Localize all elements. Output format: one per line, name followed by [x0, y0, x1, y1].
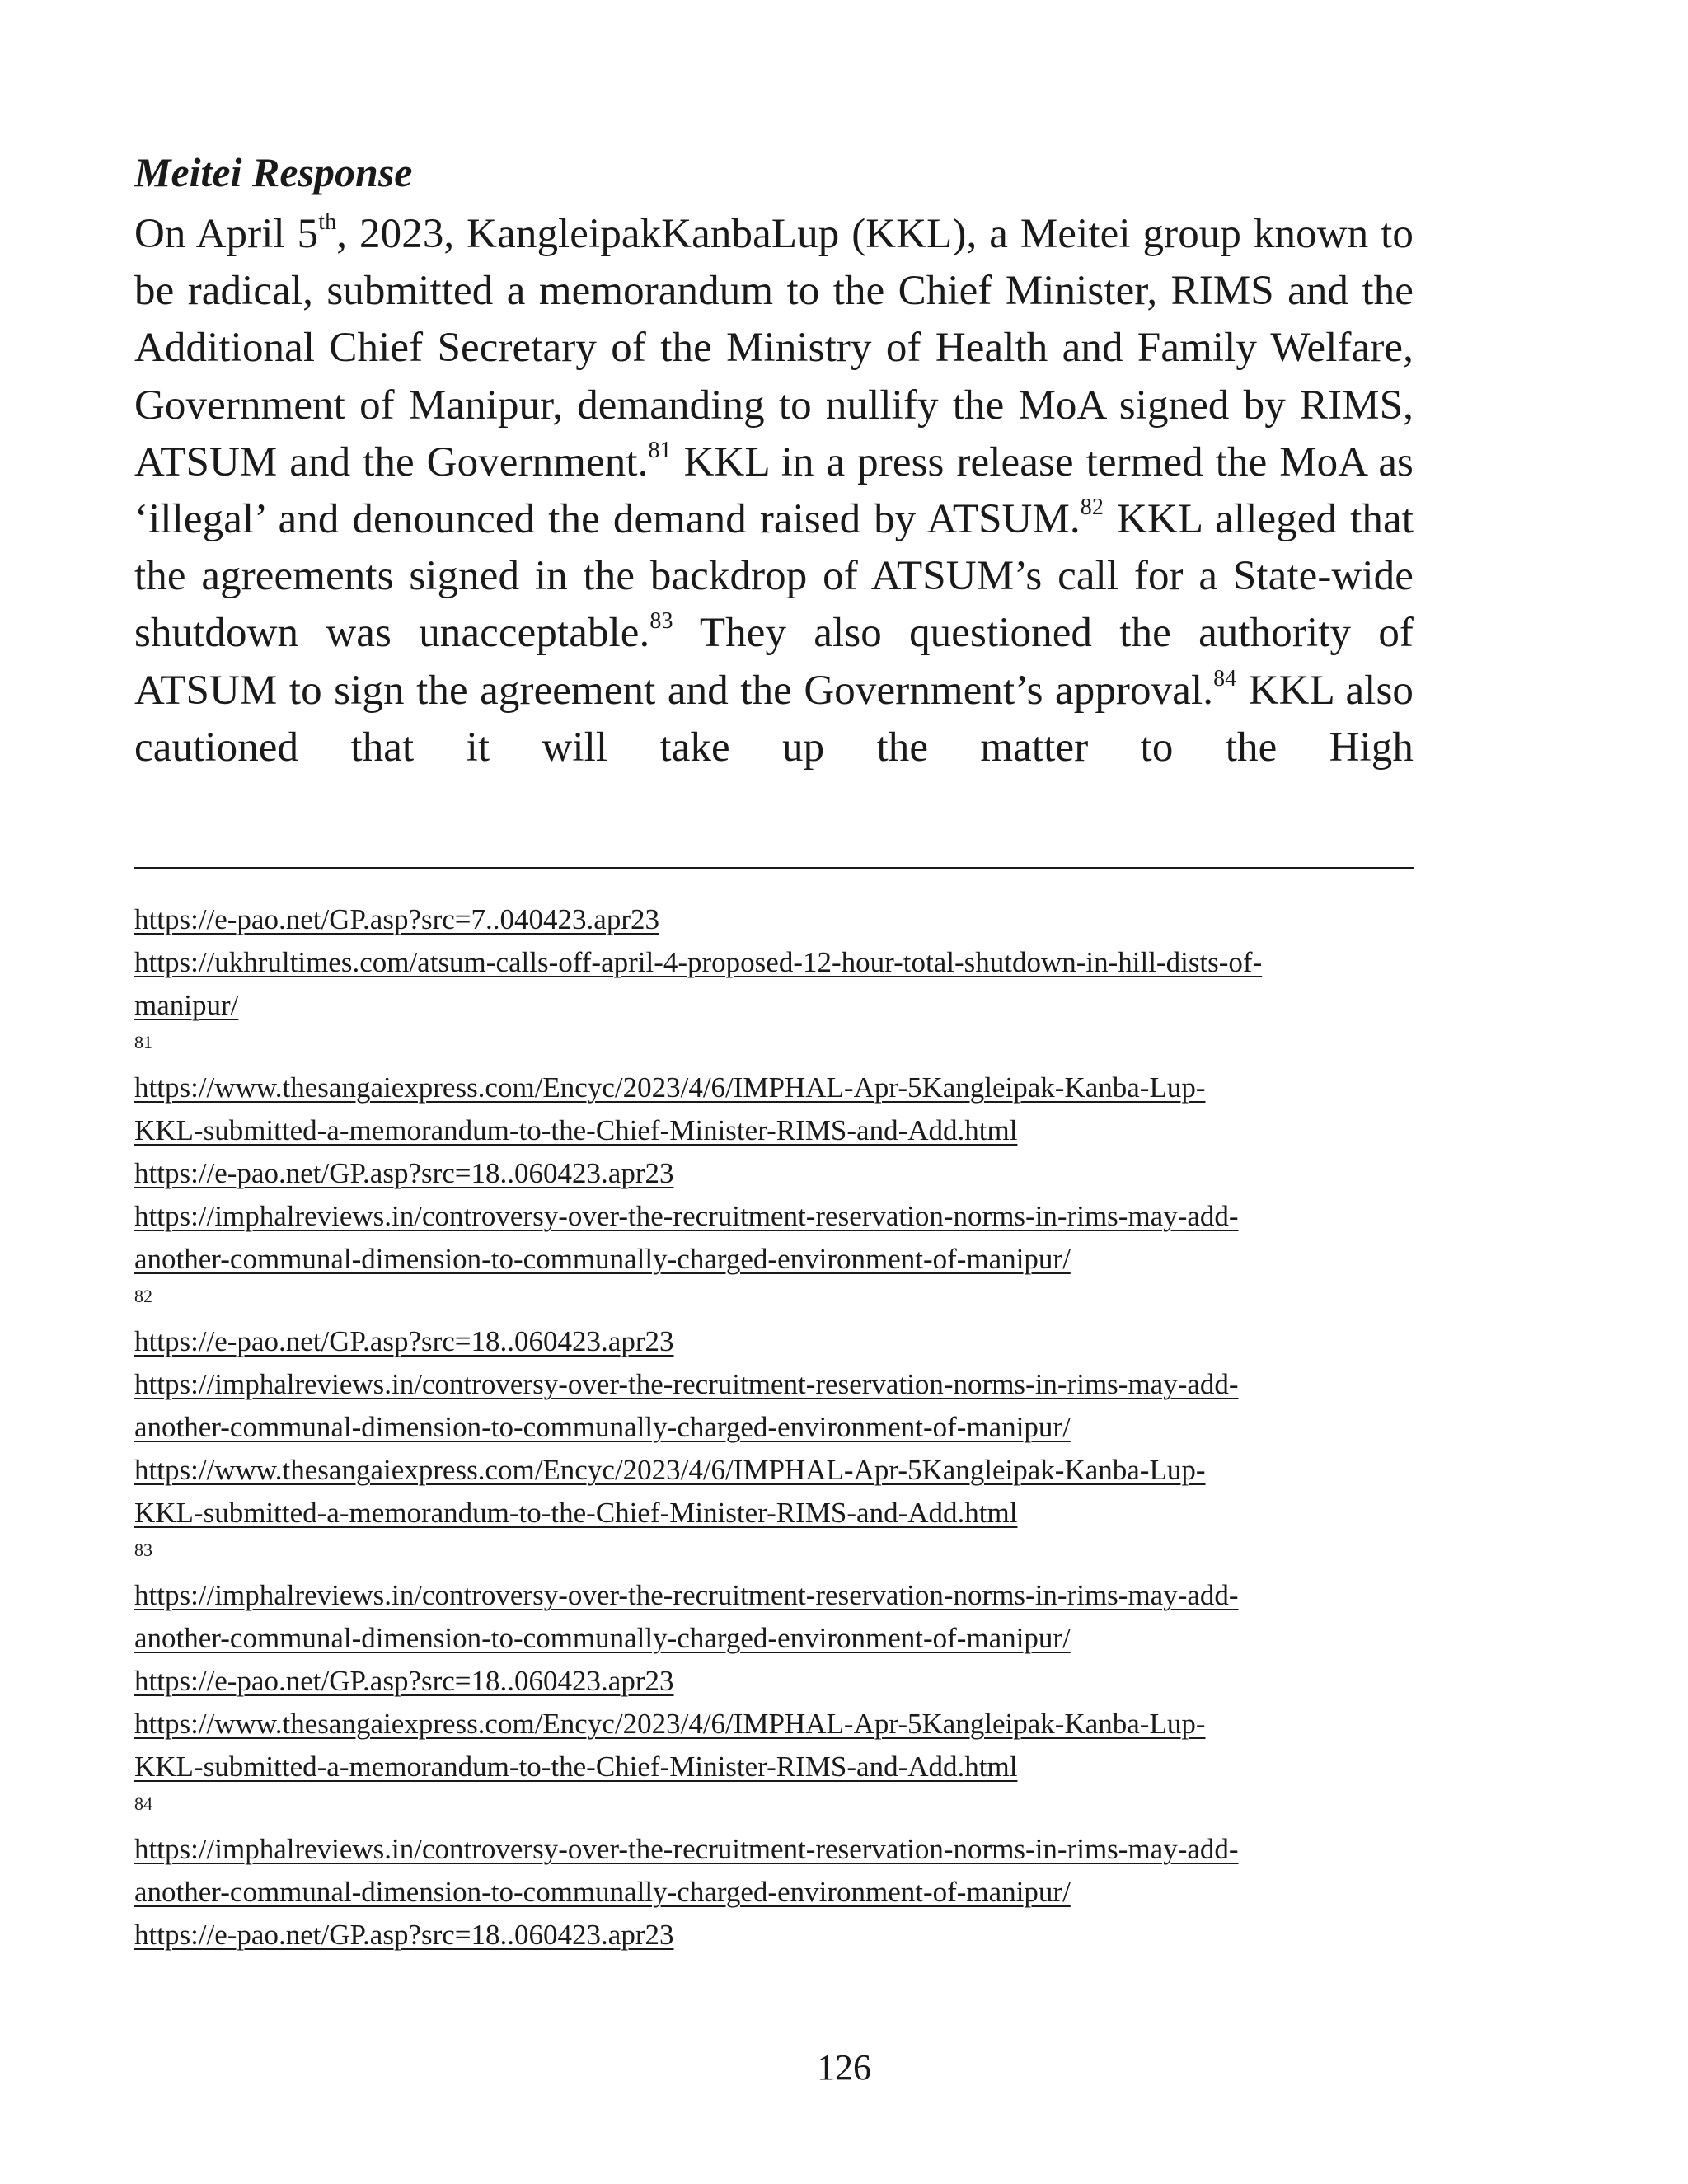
- footnote-link-line: https://e-pao.net/GP.asp?src=18..060423.apr23: [134, 1325, 674, 1357]
- footnote-link[interactable]: [134, 1363, 1420, 1449]
- footnote-link-line: KKL-submitted-a-memorandum-to-the-Chief-Minister-RIMS-and-Add.html: [134, 1750, 1018, 1783]
- footnote-marker: 84: [1213, 665, 1237, 691]
- footnote-number: 82: [134, 1286, 152, 1306]
- footnote-link-line: https://imphalreviews.in/controversy-over-the-recruitment-reservation-norms-in-rims-may-add-: [134, 1579, 1239, 1611]
- footnote-link[interactable]: [134, 1066, 1420, 1152]
- footnote-link-line: KKL-submitted-a-memorandum-to-the-Chief-Minister-RIMS-and-Add.html: [134, 1114, 1018, 1146]
- footnote-marker: 81: [648, 437, 672, 463]
- footnote-link-line: another-communal-dimension-to-communally-charged-environment-of-manipur/: [134, 1243, 1071, 1275]
- paragraph-text: They also questioned the authority of ATSUM to sign the agreement and the Government’s approval.: [134, 610, 1414, 714]
- footnote-link-line: https://www.thesangaiexpress.com/Encyc/2023/4/6/IMPHAL-Apr-5Kangleipak-Kanba-Lup-: [134, 1071, 1206, 1104]
- footnote-link[interactable]: [134, 1195, 1420, 1281]
- footnote-link-line: KKL-submitted-a-memorandum-to-the-Chief-Minister-RIMS-and-Add.html: [134, 1497, 1018, 1529]
- footnote-marker: 82: [1080, 494, 1104, 521]
- footnote-link[interactable]: [134, 1320, 1420, 1363]
- footnote-link[interactable]: [134, 1703, 1420, 1788]
- footnote-link-line: https://imphalreviews.in/controversy-over-the-recruitment-reservation-norms-in-rims-may-add-: [134, 1368, 1239, 1400]
- footnote-number: 81: [134, 1032, 152, 1052]
- footnote-separator: [134, 867, 1414, 869]
- footnote-link-line: another-communal-dimension-to-communally-charged-environment-of-manipur/: [134, 1622, 1071, 1654]
- footnote-marker: 83: [649, 608, 673, 635]
- footnote-link[interactable]: [134, 1660, 1420, 1703]
- footnote-link-line: https://ukhrultimes.com/atsum-calls-off-april-4-proposed-12-hour-total-shutdown-in-hill-dists-of-: [134, 946, 1263, 978]
- footnote-link[interactable]: [134, 1914, 1420, 1957]
- footnote-number: 84: [134, 1793, 152, 1814]
- footnote-link-line: https://www.thesangaiexpress.com/Encyc/2023/4/6/IMPHAL-Apr-5Kangleipak-Kanba-Lup-: [134, 1708, 1206, 1740]
- footnote-marker: th: [318, 209, 337, 235]
- footnote-link-line: https://e-pao.net/GP.asp?src=18..060423.apr23: [134, 1157, 674, 1189]
- footnote-link[interactable]: [134, 941, 1420, 1027]
- section-heading: Meitei Response: [134, 149, 413, 195]
- footnote-link-line: https://e-pao.net/GP.asp?src=18..060423.apr23: [134, 1919, 674, 1951]
- paragraph-text: , 2023, KangleipakKanbaLup (KKL), a Meitei group known to be radical, submitted a memorandum to the Chief Minister, RIMS and the Additional Chief Secretary of the Ministry of Health and Family Welfare, Government of Manipur, demanding to nullify the MoA signed by RIMS, ATSUM and the Government.: [134, 211, 1414, 485]
- footnote-link-line: another-communal-dimension-to-communally-charged-environment-of-manipur/: [134, 1876, 1071, 1908]
- footnote-link[interactable]: [134, 898, 1420, 941]
- footnote-link[interactable]: [134, 1152, 1420, 1195]
- footnote-link-line: another-communal-dimension-to-communally-charged-environment-of-manipur/: [134, 1411, 1071, 1443]
- paragraph-text: On April 5: [134, 211, 319, 257]
- footnote-link-line: manipur/: [134, 989, 239, 1021]
- footnotes-section: [134, 898, 1420, 1957]
- page-content: [134, 147, 1414, 776]
- body-paragraph: [134, 206, 1414, 776]
- footnote-link[interactable]: [134, 1449, 1420, 1535]
- footnote-link[interactable]: [134, 1828, 1420, 1914]
- footnote-link-line: https://www.thesangaiexpress.com/Encyc/2023/4/6/IMPHAL-Apr-5Kangleipak-Kanba-Lup-: [134, 1454, 1206, 1486]
- footnote-number: 83: [134, 1540, 152, 1560]
- paragraph-text: KKL alleged that the agreements signed in the backdrop of ATSUM’s call for a State-wide shutdown was unacceptable.: [134, 496, 1414, 657]
- paragraph-text: KKL also cautioned that it will take up the matter to the High: [134, 667, 1414, 771]
- footnote-link-line: https://e-pao.net/GP.asp?src=7..040423.apr23: [134, 903, 659, 935]
- footnote-link-line: https://imphalreviews.in/controversy-over-the-recruitment-reservation-norms-in-rims-may-add-: [134, 1200, 1239, 1232]
- page-number: 126: [817, 2047, 871, 2088]
- footnote-link-line: https://e-pao.net/GP.asp?src=18..060423.apr23: [134, 1665, 674, 1697]
- footnote-link-line: https://imphalreviews.in/controversy-over-the-recruitment-reservation-norms-in-rims-may-add-: [134, 1833, 1239, 1865]
- paragraph-text: KKL in a press release termed the MoA as ‘illegal’ and denounced the demand raised by ATSUM.: [134, 438, 1414, 543]
- footnote-link[interactable]: [134, 1574, 1420, 1660]
